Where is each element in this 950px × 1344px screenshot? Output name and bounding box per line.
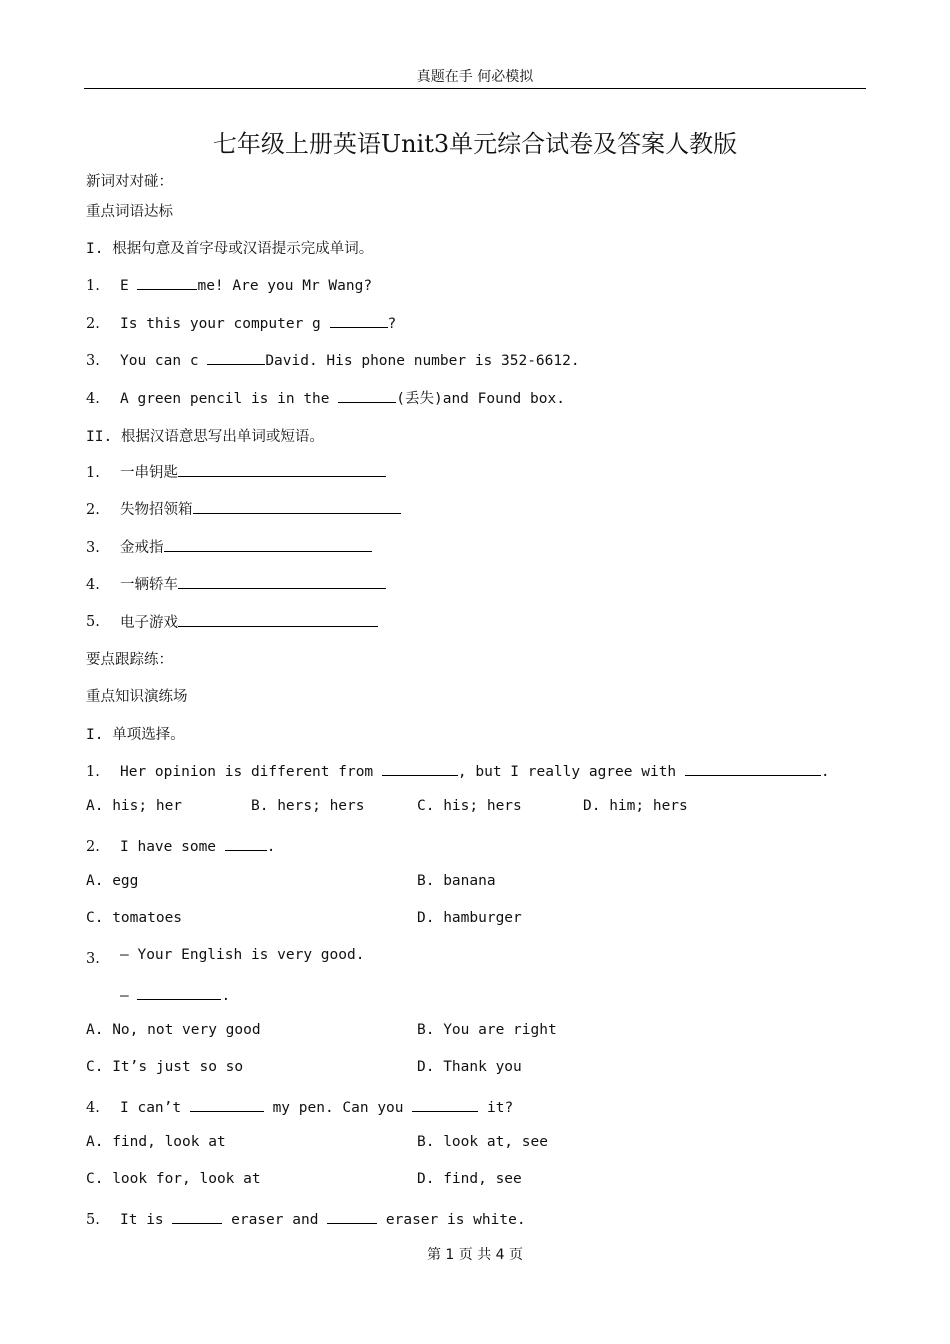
answer-blank[interactable] xyxy=(225,836,267,851)
section-heading: 要点跟踪练： xyxy=(86,652,173,668)
option-b[interactable]: B. banana xyxy=(417,873,496,889)
option-a[interactable]: A. No, not very good xyxy=(86,1022,261,1038)
question-text: I can’t my pen. Can you it? xyxy=(120,1097,513,1116)
question-number: 5. xyxy=(86,1212,100,1228)
option-d[interactable]: D. him; hers xyxy=(583,798,688,814)
option-b[interactable]: B. You are right xyxy=(417,1022,557,1038)
option-b[interactable]: B. hers; hers xyxy=(251,798,365,814)
page-header: 真题在手 何必模拟 xyxy=(416,69,534,85)
question-number: 4. xyxy=(86,1100,100,1116)
question-text: You can c David. His phone number is 352-6612. xyxy=(120,350,580,369)
section-subheading: 重点知识演练场 xyxy=(86,689,188,705)
question-text: — . xyxy=(120,985,230,1004)
option-b[interactable]: B. look at, see xyxy=(417,1134,548,1150)
page-footer: 第 1 页 共 4 页 xyxy=(426,1247,524,1263)
question-number: 3. xyxy=(86,951,100,967)
answer-blank[interactable] xyxy=(207,350,265,365)
question-number: 3. xyxy=(86,540,100,556)
page-title: 七年级上册英语Unit3单元综合试卷及答案人教版 xyxy=(212,130,738,158)
question-number: 4. xyxy=(86,577,100,593)
question-text: 电子游戏 xyxy=(120,611,378,632)
question-number: 2. xyxy=(86,316,100,332)
answer-blank[interactable] xyxy=(178,612,378,627)
answer-blank[interactable] xyxy=(382,761,458,776)
question-number: 2. xyxy=(86,502,100,518)
answer-blank[interactable] xyxy=(178,462,386,477)
header-rule xyxy=(84,88,866,89)
question-number: 1. xyxy=(86,278,100,294)
answer-blank[interactable] xyxy=(190,1097,264,1112)
option-a[interactable]: A. egg xyxy=(86,873,139,889)
part-heading: I. 单项选择。 xyxy=(86,727,185,743)
section-heading: 新词对对碰： xyxy=(86,174,173,190)
answer-blank[interactable] xyxy=(137,275,197,290)
question-number: 3. xyxy=(86,353,100,369)
option-c[interactable]: C. look for, look at xyxy=(86,1171,261,1187)
question-text: A green pencil is in the (丢失)and Found box. xyxy=(120,387,565,408)
answer-blank[interactable] xyxy=(412,1097,478,1112)
question-text: Her opinion is different from , but I really agree with . xyxy=(120,761,830,780)
answer-blank[interactable] xyxy=(137,985,221,1000)
question-text: — Your English is very good. xyxy=(120,947,365,963)
option-c[interactable]: C. his; hers xyxy=(417,798,522,814)
section-subheading: 重点词语达标 xyxy=(86,204,173,220)
option-c[interactable]: C. tomatoes xyxy=(86,910,183,926)
answer-blank[interactable] xyxy=(178,574,386,589)
question-text: Is this your computer g ? xyxy=(120,313,396,332)
option-c[interactable]: C. It’s just so so xyxy=(86,1059,244,1075)
option-a[interactable]: A. his; her xyxy=(86,798,183,814)
option-a[interactable]: A. find, look at xyxy=(86,1134,226,1150)
option-d[interactable]: D. hamburger xyxy=(417,910,522,926)
question-text: 金戒指 xyxy=(120,536,372,557)
answer-blank[interactable] xyxy=(327,1209,377,1224)
question-text: 一串钥匙 xyxy=(120,461,386,482)
part-heading: I. 根据句意及首字母或汉语提示完成单词。 xyxy=(86,241,374,257)
answer-blank[interactable] xyxy=(172,1209,222,1224)
question-text: It is eraser and eraser is white. xyxy=(120,1209,526,1228)
question-number: 1. xyxy=(86,465,100,481)
option-d[interactable]: D. find, see xyxy=(417,1171,522,1187)
part-heading: II. 根据汉语意思写出单词或短语。 xyxy=(86,429,324,445)
option-d[interactable]: D. Thank you xyxy=(417,1059,522,1075)
question-text: I have some . xyxy=(120,836,276,855)
question-text: 一辆轿车 xyxy=(120,573,386,594)
question-number: 1. xyxy=(86,764,100,780)
question-number: 2. xyxy=(86,839,100,855)
answer-blank[interactable] xyxy=(685,761,821,776)
question-text: 失物招领箱 xyxy=(120,498,401,519)
question-number: 5. xyxy=(86,614,100,630)
question-number: 4. xyxy=(86,391,100,407)
answer-blank[interactable] xyxy=(338,388,396,403)
answer-blank[interactable] xyxy=(164,537,372,552)
answer-blank[interactable] xyxy=(330,313,388,328)
question-text: E me! Are you Mr Wang? xyxy=(120,275,372,294)
answer-blank[interactable] xyxy=(193,499,401,514)
